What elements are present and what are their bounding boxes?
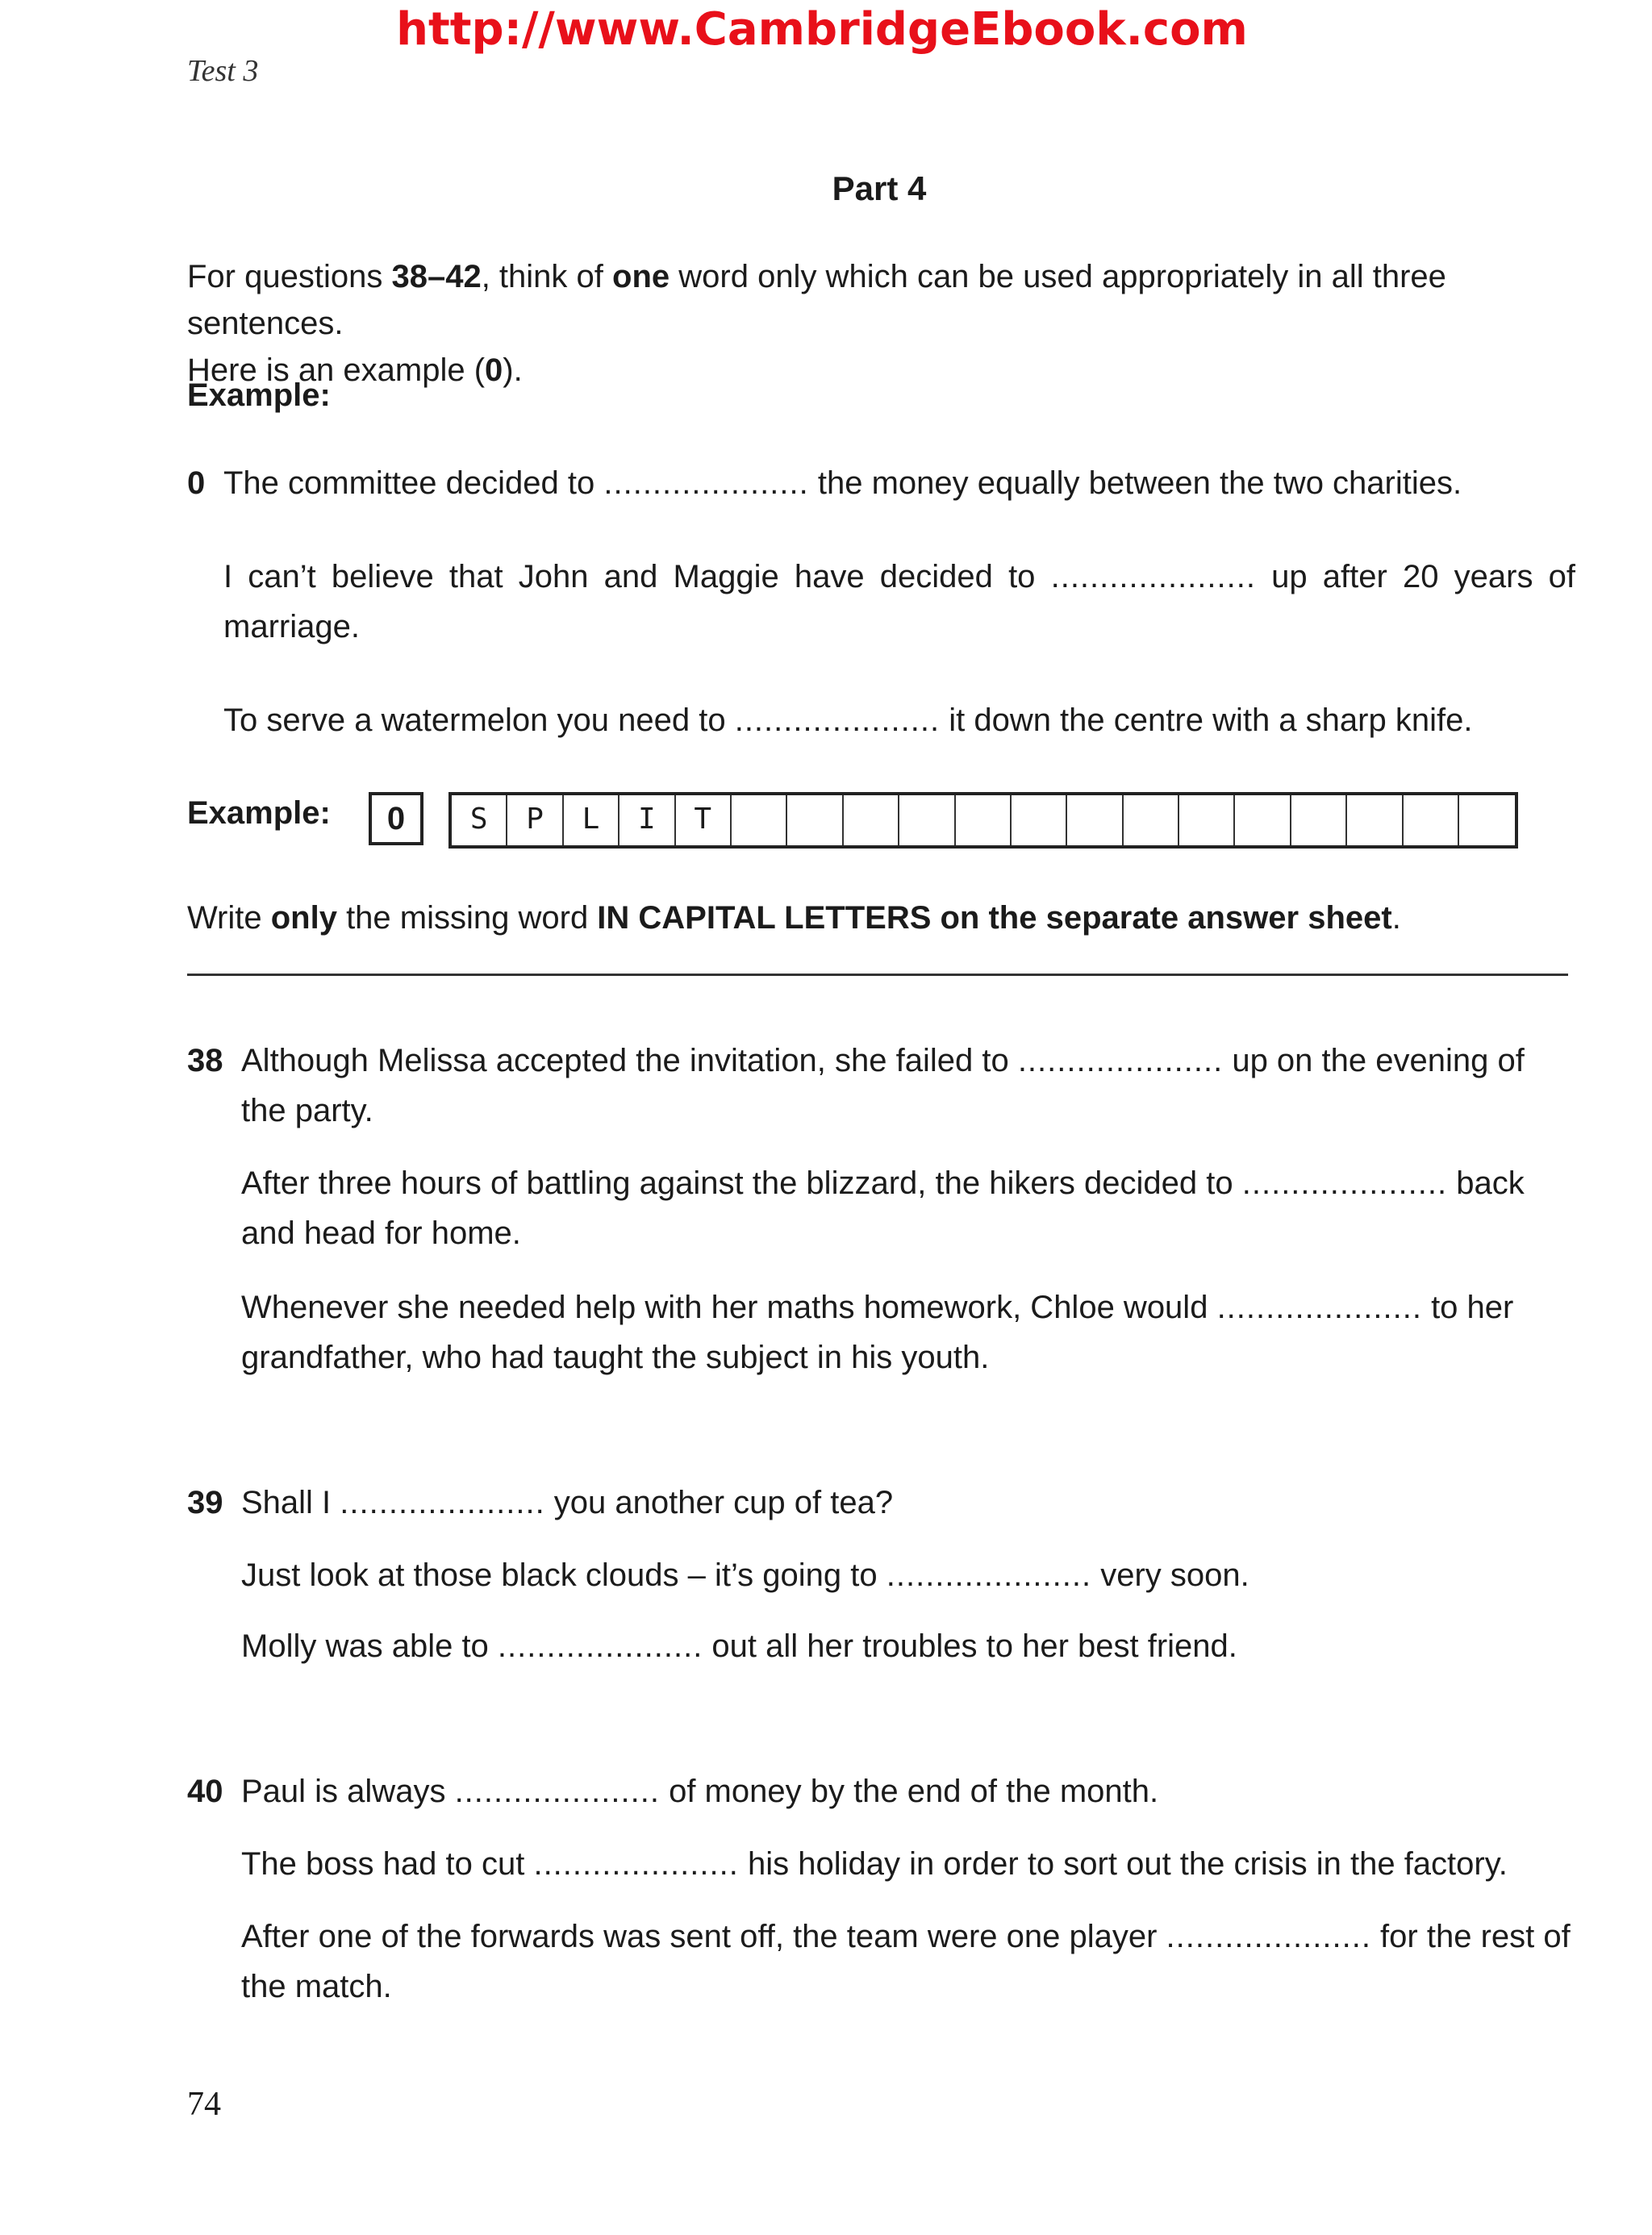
question-39-sentence-3: Molly was able to ..................... out all her troubles to her best friend. <box>241 1628 1237 1664</box>
answer-grid-cell <box>1012 795 1067 845</box>
answer-grid-cell <box>1291 795 1347 845</box>
answer-grid-cell <box>1179 795 1235 845</box>
answer-example-number-box: 0 <box>369 792 423 845</box>
running-head: Test 3 <box>187 54 259 88</box>
section-divider <box>187 974 1568 976</box>
question-39-sentence-1: Shall I ..................... you another cup of tea? <box>241 1485 894 1520</box>
question-39-sentence-2: Just look at those black clouds – it’s going to ..................... very soon. <box>241 1557 1249 1593</box>
answer-grid-cell <box>1067 795 1123 845</box>
question-40-sentence-2: The boss had to cut ..................... his holiday in order to sort out the crisis in the factory. <box>241 1846 1508 1882</box>
question-40-number: 40 <box>187 1774 223 1809</box>
answer-grid-cell: L <box>564 795 620 845</box>
answer-example-label: Example: <box>187 795 331 831</box>
answer-grid-cell <box>787 795 843 845</box>
answer-grid-cell: P <box>507 795 563 845</box>
write-only-instruction: Write only the missing word IN CAPITAL LETTERS on the separate answer sheet. <box>187 900 1401 936</box>
instructions: For questions 38–42, think of one word only which can be used appropriately in all three sentences. Here is an example (0). <box>187 259 1446 388</box>
answer-example-grid <box>448 792 1518 849</box>
page-number: 74 <box>187 2086 221 2123</box>
question-38-number: 38 <box>187 1043 223 1078</box>
answer-grid-cell <box>956 795 1012 845</box>
question-38-sentence-3: Whenever she needed help with her maths homework, Chloe would ..................... to her grandfather, who had taught the subject in his youth. <box>241 1290 1514 1375</box>
answer-grid-cell <box>899 795 955 845</box>
answer-grid-cell <box>732 795 787 845</box>
example-question-number: 0 <box>187 465 206 501</box>
example-sentence-2: I can’t believe that John and Maggie have decided to ..................... up after 20 years of marriage. <box>223 559 1575 644</box>
answer-grid-cell: T <box>676 795 732 845</box>
site-url-watermark: http://www.CambridgeEbook.com <box>396 3 1248 56</box>
answer-grid-cell <box>1235 795 1291 845</box>
answer-grid-cell <box>1459 795 1515 845</box>
answer-grid-cell <box>1404 795 1459 845</box>
answer-grid-cell: S <box>452 795 507 845</box>
question-40-sentence-3: After one of the forwards was sent off, the team were one player ..................... for the rest of the match. <box>241 1919 1571 2004</box>
answer-grid-cell <box>1124 795 1179 845</box>
question-38-sentence-1: Although Melissa accepted the invitation, she failed to ..................... up on the evening of the party. <box>241 1043 1525 1128</box>
example-sentence-3: To serve a watermelon you need to ..................... it down the centre with a sharp knife. <box>223 703 1473 738</box>
answer-grid-cell <box>844 795 899 845</box>
question-38-sentence-2: After three hours of battling against the blizzard, the hikers decided to ..................... back and head for home. <box>241 1165 1525 1251</box>
example-sentence-1: The committee decided to ..................... the money equally between the two charities. <box>223 465 1462 501</box>
question-40-sentence-1: Paul is always ..................... of money by the end of the month. <box>241 1774 1159 1809</box>
part-title: Part 4 <box>832 169 927 207</box>
example-heading: Example: <box>187 377 331 413</box>
question-39-number: 39 <box>187 1485 223 1520</box>
answer-grid-cell <box>1347 795 1403 845</box>
answer-grid-cell: I <box>620 795 675 845</box>
